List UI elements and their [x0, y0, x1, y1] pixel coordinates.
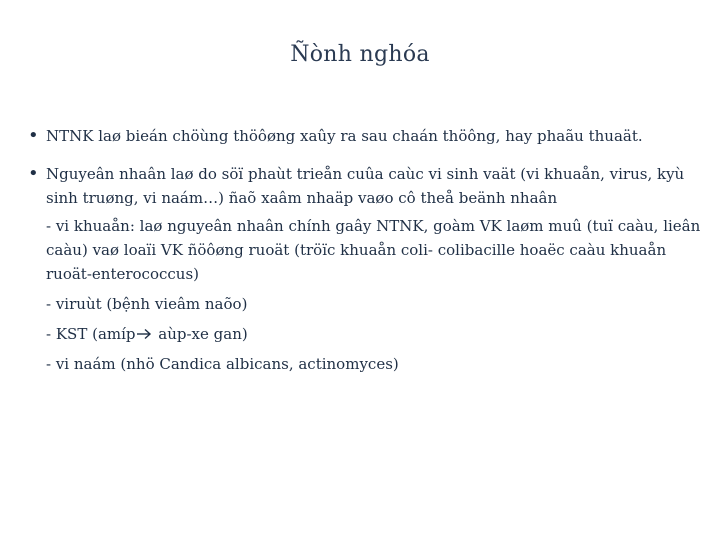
arrow-right-icon — [136, 328, 152, 340]
bullet-item — [28, 124, 708, 148]
sub-list — [46, 214, 708, 376]
bullet-list — [28, 124, 708, 376]
sub-item-prefix: - KST (amíp — [46, 325, 136, 343]
bullet-dot-icon: • — [28, 125, 39, 146]
bullet-dot-icon: • — [28, 163, 39, 184]
bullet-item — [28, 162, 708, 376]
sub-item: - vi khuaån: laø nguyeân nhaân chính gaây NTNK, goàm VK laøm muû (tuï caàu, lieân caàu) vaø loaïi VK ñöôøng ruoät (tröïc khuaån coli- colibacille hoaëc caàu khuaån ruoät-enterococcus) — [46, 217, 701, 283]
sub-item-suffix: aùp-xe gan) — [153, 325, 248, 343]
slide-title: Ñònh nghóa — [290, 42, 430, 67]
bullet-text: Nguyeân nhaân laø do söï phaùt trieån cuûa caùc vi sinh vaät (vi khuaån, virus, kyù sinh truøng, vi naám…) ñaõ xaâm nhaäp vaøo cô theå beänh nhaân — [46, 165, 685, 207]
sub-item: - vi naám (nhö Candica albicans, actinomyces) — [46, 355, 399, 373]
bullet-text: NTNK laø bieán chöùng thöôøng xaûy ra sau chaán thöông, hay phaãu thuaät. — [46, 127, 643, 145]
sub-item — [46, 322, 708, 346]
sub-item: - viruùt (bệnh vieâm naõo) — [46, 295, 248, 313]
